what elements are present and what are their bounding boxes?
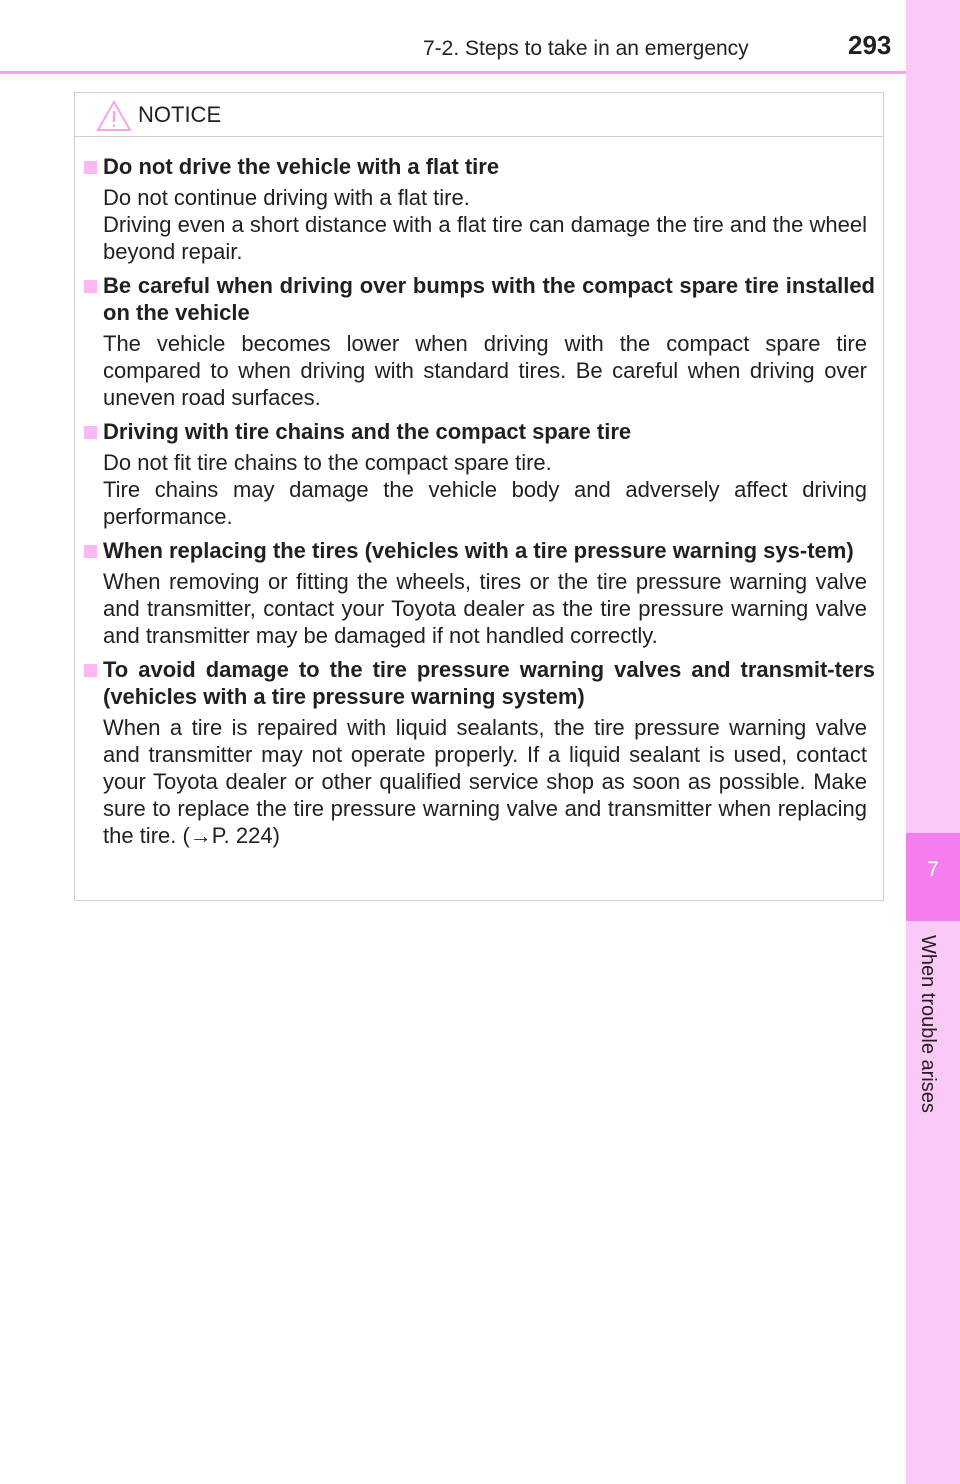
square-bullet-icon xyxy=(84,161,97,174)
section-paragraph: Tire chains may damage the vehicle body and adversely affect driving performance. xyxy=(103,477,867,529)
notice-section xyxy=(75,656,883,849)
square-bullet-icon xyxy=(84,545,97,558)
notice-section xyxy=(75,272,883,411)
section-paragraph: When removing or fitting the wheels, tires or the tire pressure warning valve and transmitter, contact your Toyota dealer as the tire pressure warning valve and transmitter may be damaged if not handled correctly. xyxy=(103,569,867,648)
page-number: 293 xyxy=(848,30,892,60)
notice-header xyxy=(75,93,883,137)
warning-triangle-icon xyxy=(96,100,132,132)
section-heading: Be careful when driving over bumps with the compact spare tire installed on the vehicle xyxy=(103,273,875,325)
section-paragraph: Do not continue driving with a flat tire. xyxy=(103,185,470,210)
notice-section xyxy=(75,537,883,649)
square-bullet-icon xyxy=(84,280,97,293)
chapter-number: 7 xyxy=(927,858,939,881)
chapter-title: When trouble arises xyxy=(917,935,939,1113)
notice-section xyxy=(75,153,883,265)
section-heading: Driving with tire chains and the compact spare tire xyxy=(103,419,632,444)
section-paragraph: Driving even a short distance with a flat tire can damage the tire and the wheel beyond repair. xyxy=(103,212,867,264)
notice-body xyxy=(75,153,883,849)
section-heading: To avoid damage to the tire pressure warning valves and transmit-ters (vehicles with a tire pressure warning system) xyxy=(103,657,875,709)
section-paragraph: When a tire is repaired with liquid sealants, the tire pressure warning valve and transmitter may not operate properly. If a liquid sealant is used, contact your Toyota dealer or other qualified service shop as soon as possible. Make sure to replace the tire pressure warning valve and transmitter when replacing the tire. (→P. 224) xyxy=(103,715,867,848)
square-bullet-icon xyxy=(84,664,97,677)
section-paragraph: Do not fit tire chains to the compact spare tire. xyxy=(103,450,552,475)
side-tab xyxy=(906,0,960,1484)
section-paragraph: The vehicle becomes lower when driving with the compact spare tire compared to when driving with standard tires. Be careful when driving over uneven road surfaces. xyxy=(103,331,867,410)
section-heading: When replacing the tires (vehicles with a tire pressure warning sys-tem) xyxy=(103,538,854,563)
header-title: 7-2. Steps to take in an emergency xyxy=(423,37,749,60)
section-heading: Do not drive the vehicle with a flat tire xyxy=(103,154,500,179)
notice-box xyxy=(74,92,884,901)
header-rule xyxy=(0,71,906,74)
square-bullet-icon xyxy=(84,426,97,439)
notice-label: NOTICE xyxy=(138,102,222,127)
notice-section xyxy=(75,418,883,530)
